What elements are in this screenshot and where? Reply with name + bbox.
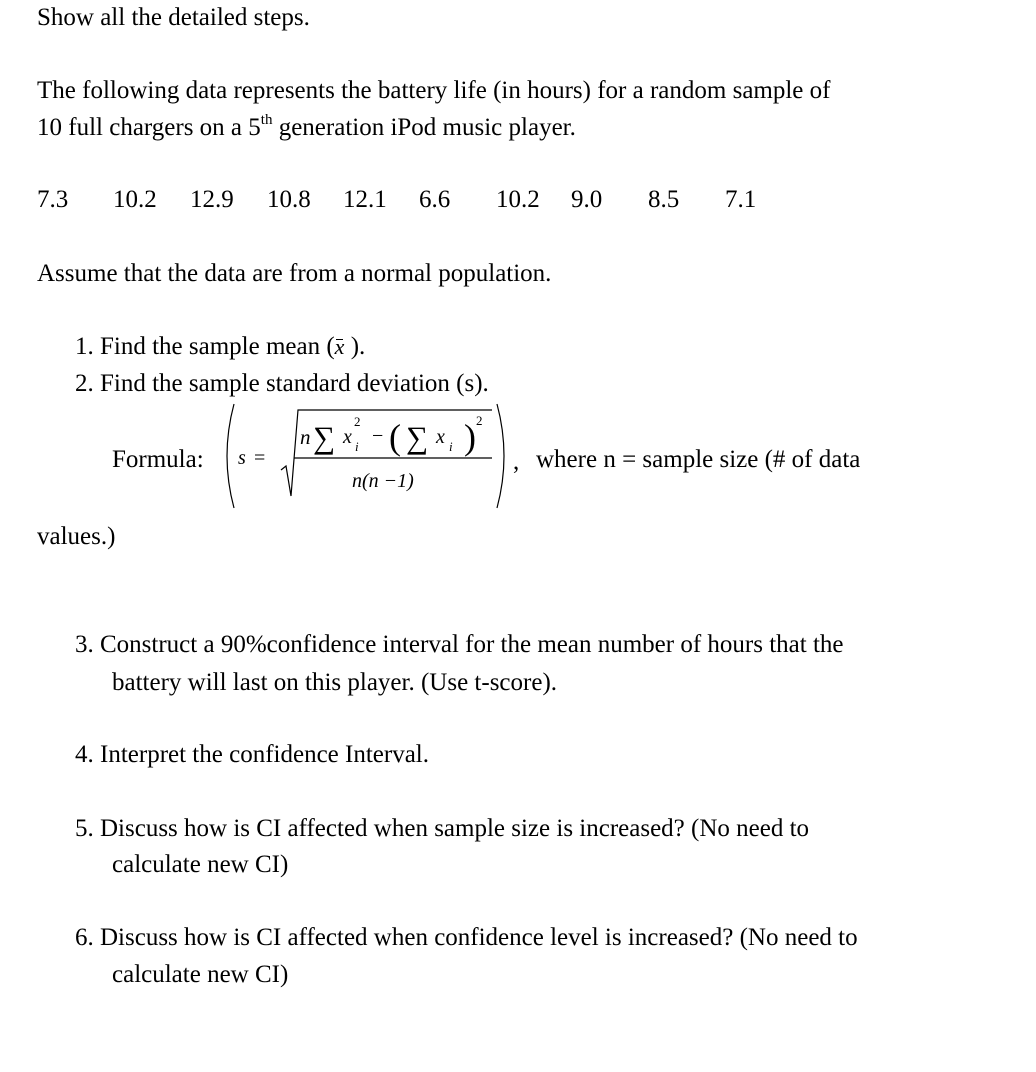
description-line-2-end: generation iPod music player. bbox=[272, 114, 576, 141]
left-paren-outer bbox=[227, 404, 234, 508]
question-4: 4. Interpret the confidence Interval. bbox=[75, 741, 429, 768]
description-line-1: The following data represents the battery life (in hours) for a random sample of bbox=[37, 77, 831, 104]
formula-x: x bbox=[343, 426, 352, 448]
question-1 bbox=[75, 334, 365, 359]
subscript-i: i bbox=[355, 439, 359, 454]
formula-continuation: values.) bbox=[37, 523, 116, 550]
data-value: 9.0 bbox=[571, 186, 603, 213]
data-value: 7.3 bbox=[37, 186, 69, 213]
question-6-line-2: calculate new CI) bbox=[112, 961, 289, 988]
assumption-text: Assume that the data are from a normal population. bbox=[37, 260, 552, 287]
left-paren: ( bbox=[389, 417, 401, 457]
question-2: 2. Find the sample standard deviation (s). bbox=[75, 370, 489, 397]
formula-x: x bbox=[436, 426, 445, 448]
data-value: 10.2 bbox=[113, 186, 157, 213]
formula-equals: = bbox=[254, 447, 266, 469]
standard-deviation-formula bbox=[218, 398, 514, 514]
data-value: 12.1 bbox=[343, 186, 387, 213]
formula-where-text: where n = sample size (# of data bbox=[536, 446, 861, 473]
data-value: 6.6 bbox=[419, 186, 451, 213]
question-5-line-2: calculate new CI) bbox=[112, 851, 289, 878]
question-3-line-2: battery will last on this player. (Use t-score). bbox=[112, 669, 558, 696]
exponent-2: 2 bbox=[476, 413, 483, 428]
subscript-i: i bbox=[449, 439, 453, 454]
description-line-2-start: 10 full chargers on a 5 bbox=[37, 114, 261, 141]
formula-label: Formula: bbox=[112, 446, 204, 473]
question-1-end: ). bbox=[344, 333, 366, 360]
question-5-line-1: 5. Discuss how is CI affected when sample size is increased? (No need to bbox=[75, 815, 810, 842]
description-line-2 bbox=[37, 112, 576, 141]
sample-mean-symbol: x bbox=[334, 334, 345, 359]
question-6-line-1: 6. Discuss how is CI affected when confidence level is increased? (No need to bbox=[75, 924, 858, 951]
formula-s: s bbox=[238, 447, 246, 469]
right-paren-outer bbox=[497, 404, 504, 508]
exponent-2: 2 bbox=[354, 414, 361, 429]
sigma-icon: ∑ bbox=[406, 420, 429, 455]
right-paren: ) bbox=[464, 417, 476, 457]
ordinal-suffix: th bbox=[260, 112, 273, 128]
data-value: 10.8 bbox=[267, 186, 311, 213]
data-value: 12.9 bbox=[190, 186, 234, 213]
formula-comma: , bbox=[513, 448, 520, 475]
formula-denominator: n(n −1) bbox=[352, 470, 414, 492]
data-value: 10.2 bbox=[496, 186, 540, 213]
question-3-line-1: 3. Construct a 90%confidence interval for the mean number of hours that the bbox=[75, 631, 844, 658]
formula-n: n bbox=[300, 425, 311, 449]
data-value: 7.1 bbox=[725, 186, 757, 213]
question-1-text: 1. Find the sample mean ( bbox=[75, 333, 335, 360]
formula-minus: − bbox=[372, 425, 384, 447]
instruction-text: Show all the detailed steps. bbox=[37, 4, 310, 31]
data-value: 8.5 bbox=[648, 186, 680, 213]
sigma-icon: ∑ bbox=[313, 420, 336, 455]
